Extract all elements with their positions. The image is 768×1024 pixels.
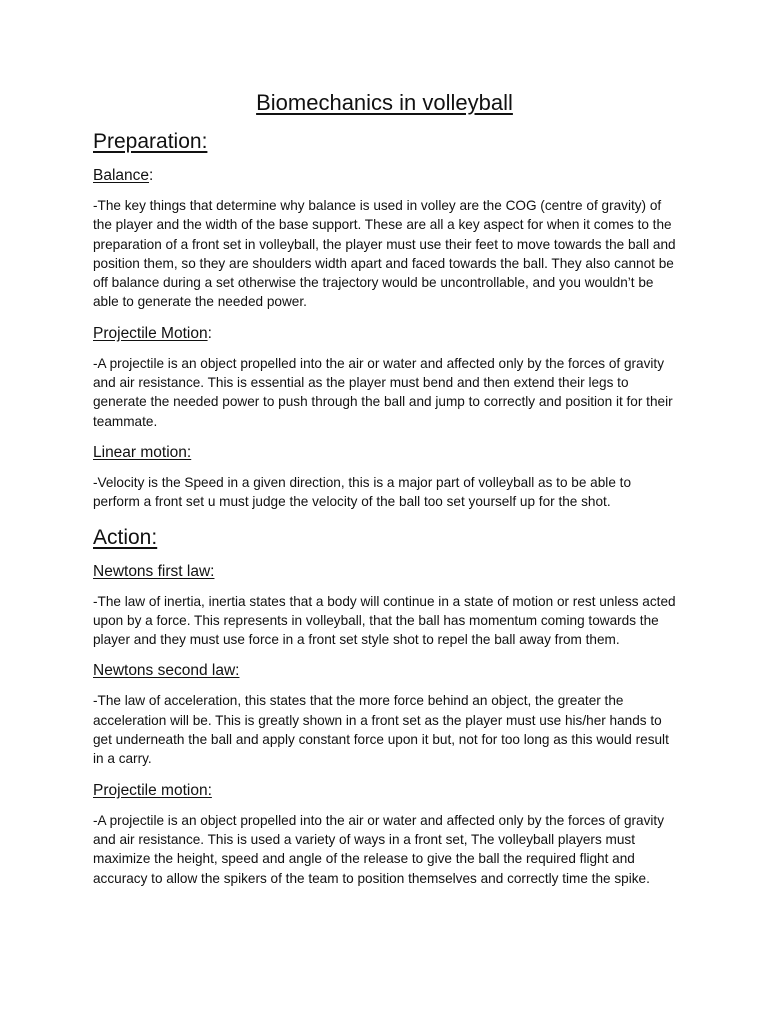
- newtons-second-law-label: Newtons second law:: [93, 662, 240, 680]
- projectile-motion-paragraph: -A projectile is an object propelled into the air or water and affected only by the forces of gravity and air resistance. This is essential as the player must bend and then extend their legs to generate the needed power to push through the ball and jump to correctly and position it for their teammate.: [93, 355, 673, 429]
- balance-heading: [93, 166, 676, 186]
- linear-motion-label: Linear motion:: [93, 443, 192, 461]
- action-section: [93, 524, 676, 888]
- action-projectile-motion-label: Projectile motion:: [93, 781, 212, 799]
- newtons-second-law-heading: [93, 661, 676, 681]
- newtons-first-law-label: Newtons first law:: [93, 562, 215, 580]
- action-projectile-motion-paragraph: -A projectile is an object propelled into the air or water and affected only by the forces of gravity and air resistance. This is used a variety of ways in a front set, The volleyball players must maximize the height, speed and angle of the release to give the ball the required flight and accuracy to allow the spikers of the team to position themselves and correctly time the spike.: [93, 812, 665, 886]
- balance-label-colon: :: [149, 167, 154, 184]
- linear-motion-heading: [93, 443, 676, 463]
- projectile-motion-label: Projectile Motion: [93, 324, 208, 342]
- action-heading: Action:: [93, 525, 158, 549]
- action-projectile-motion-heading: [93, 781, 676, 801]
- balance-label: Balance: [93, 167, 150, 184]
- balance-paragraph: -The key things that determine why balance is used in volley are the COG (centre of gravity) of the player and the width of the base support. These are all a key aspect for when it comes to the preparation of a front set in volleyball, the player must use their feet to move towards the ball and position them, so they are shoulders width apart and faced towards the ball. They also cannot be off balance during a set otherwise the trajectory would be uncontrollable, and you wouldn’t be able to generate the needed power.: [93, 198, 676, 310]
- projectile-motion-label-colon: :: [207, 324, 212, 342]
- preparation-heading: Preparation:: [93, 130, 208, 153]
- newtons-first-law-paragraph: -The law of inertia, inertia states that a body will continue in a state of motion or rest unless acted upon by a force. This represents in volleyball, that the ball has momentum coming towards the player and they must use force in a front set style shot to repel the ball away from them.: [93, 593, 676, 648]
- newtons-second-law-paragraph: -The law of acceleration, this states that the more force behind an object, the greater the acceleration will be. This is greatly shown in a front set as the player must use his/her hands to get underneath the ball and apply constant force upon it but, not for too long as this would result in a carry.: [93, 693, 669, 767]
- projectile-motion-heading: [93, 324, 676, 344]
- document-title: Biomechanics in volleyball: [256, 90, 513, 115]
- newtons-first-law-heading: [93, 562, 676, 582]
- preparation-section: [93, 128, 676, 512]
- linear-motion-paragraph: -Velocity is the Speed in a given direction, this is a major part of volleyball as to be able to perform a front set u must judge the velocity of the ball too set yourself up for the shot.: [93, 474, 632, 510]
